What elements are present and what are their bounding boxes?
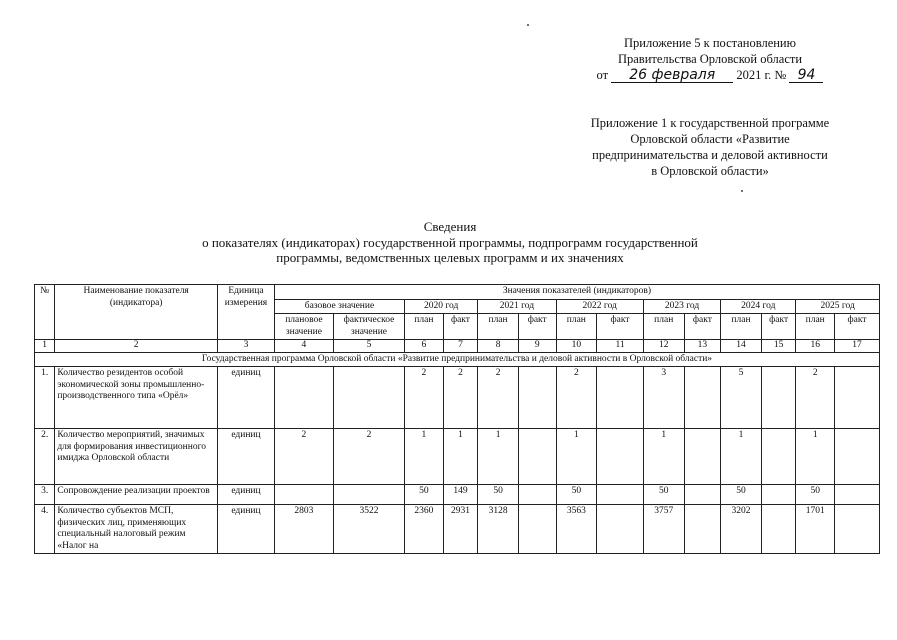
column-number-cell: 6 — [405, 340, 444, 353]
column-number-cell: 13 — [684, 340, 721, 353]
date-prefix: от — [596, 68, 609, 82]
table-row — [35, 485, 880, 505]
value-cell: 3522 — [333, 505, 404, 554]
value-cell: 3757 — [643, 505, 684, 554]
value-cell — [835, 429, 880, 485]
value-cell: 1 — [478, 429, 519, 485]
resolution-date-line — [560, 67, 860, 83]
value-cell — [597, 505, 644, 554]
value-cell — [333, 367, 404, 429]
row-number-cell: 4. — [35, 505, 55, 554]
col-header-year: 2024 год — [721, 299, 796, 314]
column-number-cell: 7 — [443, 340, 478, 353]
col-header-base-plan: плановое значение — [274, 314, 333, 340]
value-cell: 1 — [443, 429, 478, 485]
unit-cell: единиц — [218, 485, 275, 505]
col-header-values: Значения показателей (индикаторов) — [274, 285, 879, 300]
value-cell — [333, 485, 404, 505]
column-number-cell: 15 — [761, 340, 796, 353]
column-number-cell: 10 — [556, 340, 597, 353]
col-header-plan: план — [643, 314, 684, 340]
column-number-cell: 17 — [835, 340, 880, 353]
row-number-cell: 1. — [35, 367, 55, 429]
value-cell: 1 — [405, 429, 444, 485]
col-header-plan: план — [796, 314, 835, 340]
col-header-year: 2020 год — [405, 299, 478, 314]
value-cell — [518, 485, 556, 505]
col-header-plan: план — [556, 314, 597, 340]
value-cell: 2 — [796, 367, 835, 429]
value-cell: 50 — [796, 485, 835, 505]
indicator-name-cell: Сопровождение реализации проектов — [55, 485, 218, 505]
appendix-1-line2: Орловской области «Развитие — [630, 132, 790, 146]
value-cell: 50 — [478, 485, 519, 505]
unit-cell: единиц — [218, 505, 275, 554]
col-header-fact: факт — [684, 314, 721, 340]
table-row — [35, 505, 880, 554]
date-year-text: 2021 г. № — [736, 68, 787, 82]
value-cell — [518, 367, 556, 429]
value-cell — [684, 429, 721, 485]
col-header-plan: план — [405, 314, 444, 340]
table-row — [35, 367, 880, 429]
column-number-cell: 9 — [518, 340, 556, 353]
value-cell: 2 — [405, 367, 444, 429]
column-number-cell: 16 — [796, 340, 835, 353]
appendix-5-line1: Приложение 5 к постановлению — [624, 36, 796, 50]
col-header-name: Наименование показателя (индикатора) — [55, 285, 218, 340]
value-cell: 2 — [333, 429, 404, 485]
column-number-cell: 1 — [35, 340, 55, 353]
column-number-cell: 3 — [218, 340, 275, 353]
scan-speck — [741, 190, 743, 192]
column-number-cell: 8 — [478, 340, 519, 353]
col-header-unit: Единица измерения — [218, 285, 275, 340]
value-cell: 2 — [274, 429, 333, 485]
column-number-cell: 5 — [333, 340, 404, 353]
col-header-year: 2022 год — [556, 299, 643, 314]
value-cell — [761, 367, 796, 429]
col-header-base: базовое значение — [274, 299, 404, 314]
col-header-year: 2025 год — [796, 299, 880, 314]
indicators-table — [34, 284, 880, 554]
data-rows — [35, 367, 880, 554]
col-header-fact: факт — [597, 314, 644, 340]
column-number-cell: 14 — [721, 340, 762, 353]
value-cell: 1 — [643, 429, 684, 485]
value-cell: 5 — [721, 367, 762, 429]
indicator-name-cell: Количество субъектов МСП, физических лиц, применяющих специальный налоговый режим «Налог на — [55, 505, 218, 554]
value-cell: 2803 — [274, 505, 333, 554]
col-header-base-fact: фактическое значение — [333, 314, 404, 340]
column-number-row — [35, 340, 880, 353]
heading-line2: о показателях (индикаторах) государственной программы, подпрограмм государственной — [202, 234, 698, 250]
value-cell — [597, 367, 644, 429]
value-cell: 2931 — [443, 505, 478, 554]
section-title: Государственная программа Орловской области «Развитие предпринимательства и деловой активности в Орловской области» — [35, 352, 880, 367]
indicator-name-cell: Количество резидентов особой экономической зоны промышленно-производственного типа «Орёл» — [55, 367, 218, 429]
column-number-cell: 12 — [643, 340, 684, 353]
unit-cell: единиц — [218, 429, 275, 485]
table-row — [35, 429, 880, 485]
value-cell — [518, 505, 556, 554]
value-cell: 50 — [556, 485, 597, 505]
value-cell: 3563 — [556, 505, 597, 554]
value-cell: 1 — [796, 429, 835, 485]
value-cell: 3128 — [478, 505, 519, 554]
value-cell: 3202 — [721, 505, 762, 554]
value-cell: 2 — [443, 367, 478, 429]
col-header-num: № — [35, 285, 55, 340]
value-cell — [274, 367, 333, 429]
value-cell: 1 — [721, 429, 762, 485]
value-cell: 3 — [643, 367, 684, 429]
handwritten-date: 26 февраля — [611, 68, 733, 83]
col-header-fact: факт — [835, 314, 880, 340]
value-cell — [274, 485, 333, 505]
col-header-plan: план — [478, 314, 519, 340]
scan-speck — [527, 24, 529, 26]
column-number-cell: 11 — [597, 340, 644, 353]
value-cell — [761, 429, 796, 485]
header-row-1 — [35, 285, 880, 300]
col-header-fact: факт — [443, 314, 478, 340]
heading-line3: программы, ведомственных целевых программ и их значениях — [276, 250, 624, 265]
value-cell — [684, 505, 721, 554]
indicator-name-cell: Количество мероприятий, значимых для формирования инвестиционного имиджа Орловской области — [55, 429, 218, 485]
value-cell: 1701 — [796, 505, 835, 554]
value-cell: 50 — [721, 485, 762, 505]
value-cell — [761, 485, 796, 505]
value-cell: 2 — [478, 367, 519, 429]
value-cell — [597, 485, 644, 505]
value-cell: 2 — [556, 367, 597, 429]
value-cell — [835, 505, 880, 554]
section-row — [35, 352, 880, 367]
value-cell — [518, 429, 556, 485]
appendix-1-line1: Приложение 1 к государственной программе — [590, 116, 830, 130]
value-cell: 50 — [405, 485, 444, 505]
column-number-cell: 2 — [55, 340, 218, 353]
appendix-1-line3: предпринимательства и деловой активности — [592, 148, 828, 162]
value-cell: 2360 — [405, 505, 444, 554]
col-header-fact: факт — [518, 314, 556, 340]
value-cell: 149 — [443, 485, 478, 505]
col-header-year: 2023 год — [643, 299, 720, 314]
row-number-cell: 3. — [35, 485, 55, 505]
row-number-cell: 2. — [35, 429, 55, 485]
unit-cell: единиц — [218, 367, 275, 429]
col-header-fact: факт — [761, 314, 796, 340]
value-cell: 1 — [556, 429, 597, 485]
col-header-year: 2021 год — [478, 299, 556, 314]
column-number-cell: 4 — [274, 340, 333, 353]
value-cell — [835, 367, 880, 429]
col-header-plan: план — [721, 314, 762, 340]
heading-title: Сведения — [423, 219, 477, 234]
value-cell — [597, 429, 644, 485]
appendix-1-line4: в Орловской области» — [651, 164, 769, 178]
document-heading — [60, 219, 840, 266]
appendix-5-block — [560, 35, 860, 83]
value-cell: 50 — [643, 485, 684, 505]
value-cell — [684, 485, 721, 505]
appendix-5-line2: Правительства Орловской области — [617, 52, 803, 66]
value-cell — [761, 505, 796, 554]
value-cell — [835, 485, 880, 505]
handwritten-number: 94 — [789, 68, 823, 83]
appendix-1-block — [530, 115, 890, 179]
value-cell — [684, 367, 721, 429]
